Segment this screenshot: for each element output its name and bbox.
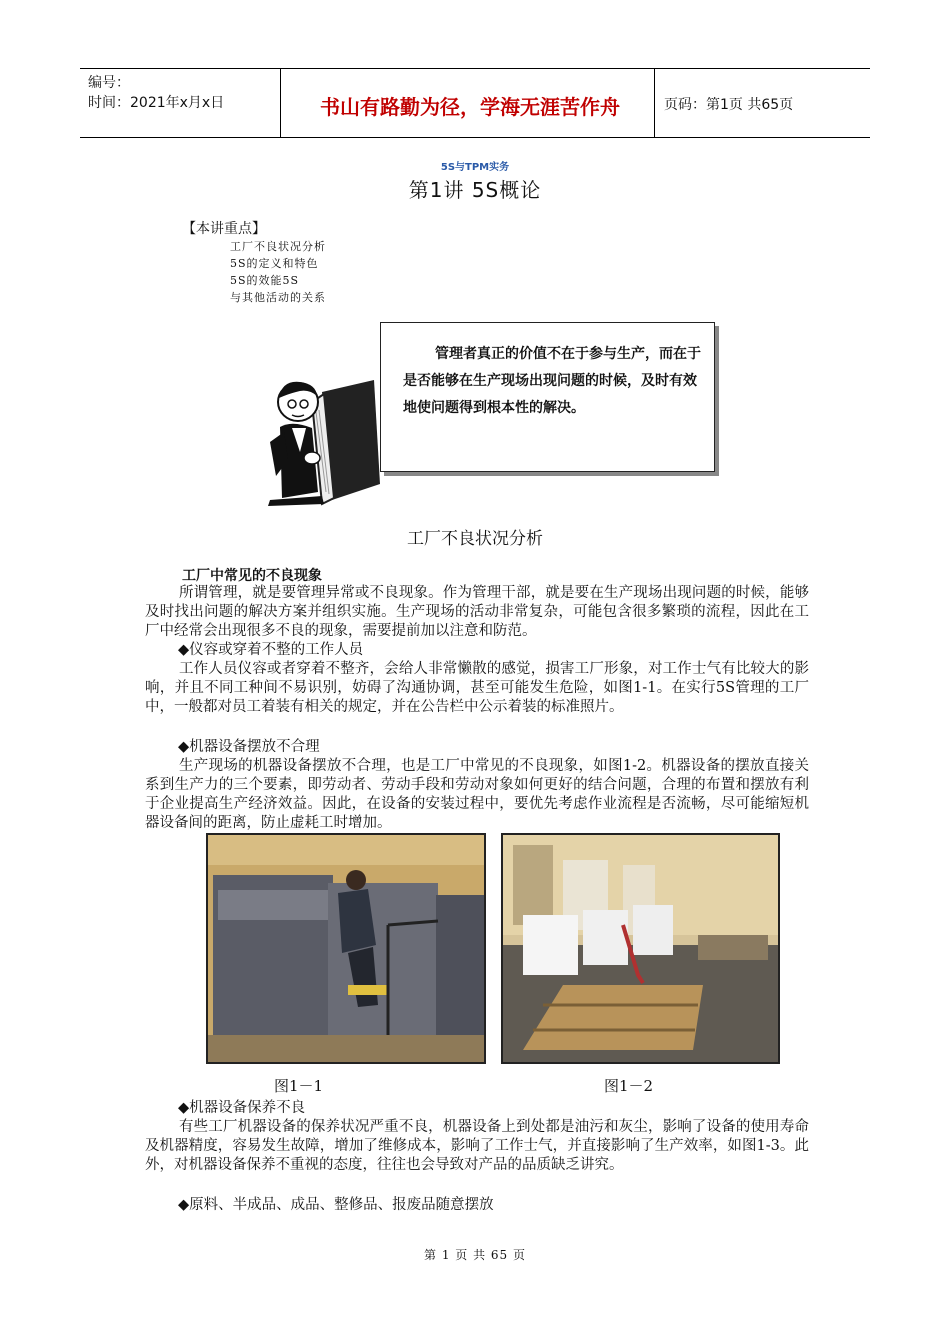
bullet-heading: ◆仪容或穿着不整的工作人员 xyxy=(178,642,364,658)
figure-1-2-caption: 图1－2 xyxy=(604,1077,654,1095)
series-title: 5S与TPM实务 xyxy=(440,162,510,173)
key-point-item: 5S的定义和特色 xyxy=(230,257,319,270)
header-divider xyxy=(280,69,281,137)
bullet-heading: ◆原料、半成品、成品、整修品、报废品随意摆放 xyxy=(178,1197,494,1213)
figure-1-2-photo xyxy=(501,833,780,1064)
document-header xyxy=(80,68,870,138)
body-paragraph: 有些工厂机器设备的保养状况严重不良，机器设备上到处都是油污和灰尘，影响了设备的使用寿命及机器精度，容易发生故障，增加了维修成本，影响了工作士气，并直接影响了生产效率，如图1-3。此外，对机器设备保养不重视的态度，往往也会导致对产品的品质缺乏讲究。 xyxy=(145,1119,809,1173)
key-point-item: 与其他活动的关系 xyxy=(230,291,326,304)
header-divider xyxy=(654,69,655,137)
key-points-title: 【本讲重点】 xyxy=(182,221,266,237)
figure-1-1-caption: 图1－1 xyxy=(274,1077,324,1095)
figure-1-1-photo xyxy=(206,833,486,1064)
bullet-heading: ◆机器设备摆放不合理 xyxy=(178,739,320,755)
body-paragraph: 工作人员仪容或者穿着不整齐，会给人非常懒散的感觉，损害工厂形象，对工作士气有比较大的影响，并且不同工种间不易识别，妨碍了沟通协调，甚至可能发生危险，如图1-1。在实行5S管理的工厂中，一般都对员工着装有相关的规定，并在公告栏中公示着装的标准照片。 xyxy=(145,661,809,715)
subsection-title: 工厂中常见的不良现象 xyxy=(182,568,322,584)
bullet-heading: ◆机器设备保养不良 xyxy=(178,1100,306,1116)
lecture-title: 第1讲 5S概论 xyxy=(408,178,542,202)
key-point-item: 工厂不良状况分析 xyxy=(230,240,326,253)
serial-label: 编号： xyxy=(88,75,130,91)
header-meta xyxy=(88,73,224,113)
quote-text: 管理者真正的价值不在于参与生产，而在于是否能够在生产现场出现问题的时候，及时有效地使问题得到根本性的解决。 xyxy=(403,346,701,416)
section-title: 工厂不良状况分析 xyxy=(407,529,543,549)
page-footer: 第 1 页 共 65 页 xyxy=(424,1248,526,1262)
body-paragraph: 生产现场的机器设备摆放不合理，也是工厂中常见的不良现象，如图1-2。机器设备的摆放直接关系到生产力的三个要素，即劳动者、劳动手段和劳动对象如何更好的结合问题，合理的布置和摆放有利于企业提高生产经济效益。因此，在设备的安装过程中，要优先考虑作业流程是否流畅，尽可能缩短机器设备间的距离，防止虚耗工时增加。 xyxy=(145,758,809,831)
header-page-number: 页码：第1页 共65页 xyxy=(664,97,794,113)
time-label: 时间：2021年x月x日 xyxy=(88,95,225,111)
key-point-item: 5S的效能5S xyxy=(230,274,300,287)
header-motto: 书山有路勤为径，学海无涯苦作舟 xyxy=(320,95,620,119)
body-paragraph: 所谓管理，就是要管理异常或不良现象。作为管理干部，就是要在生产现场出现问题的时候，能够及时找出问题的解决方案并组织实施。生产现场的活动非常复杂，可能包含很多繁琐的流程，因此在工厂中经常会出现很多不良的现象，需要提前加以注意和防范。 xyxy=(145,585,809,639)
quote-callout xyxy=(380,322,715,472)
manager-cartoon-illustration xyxy=(262,372,392,507)
